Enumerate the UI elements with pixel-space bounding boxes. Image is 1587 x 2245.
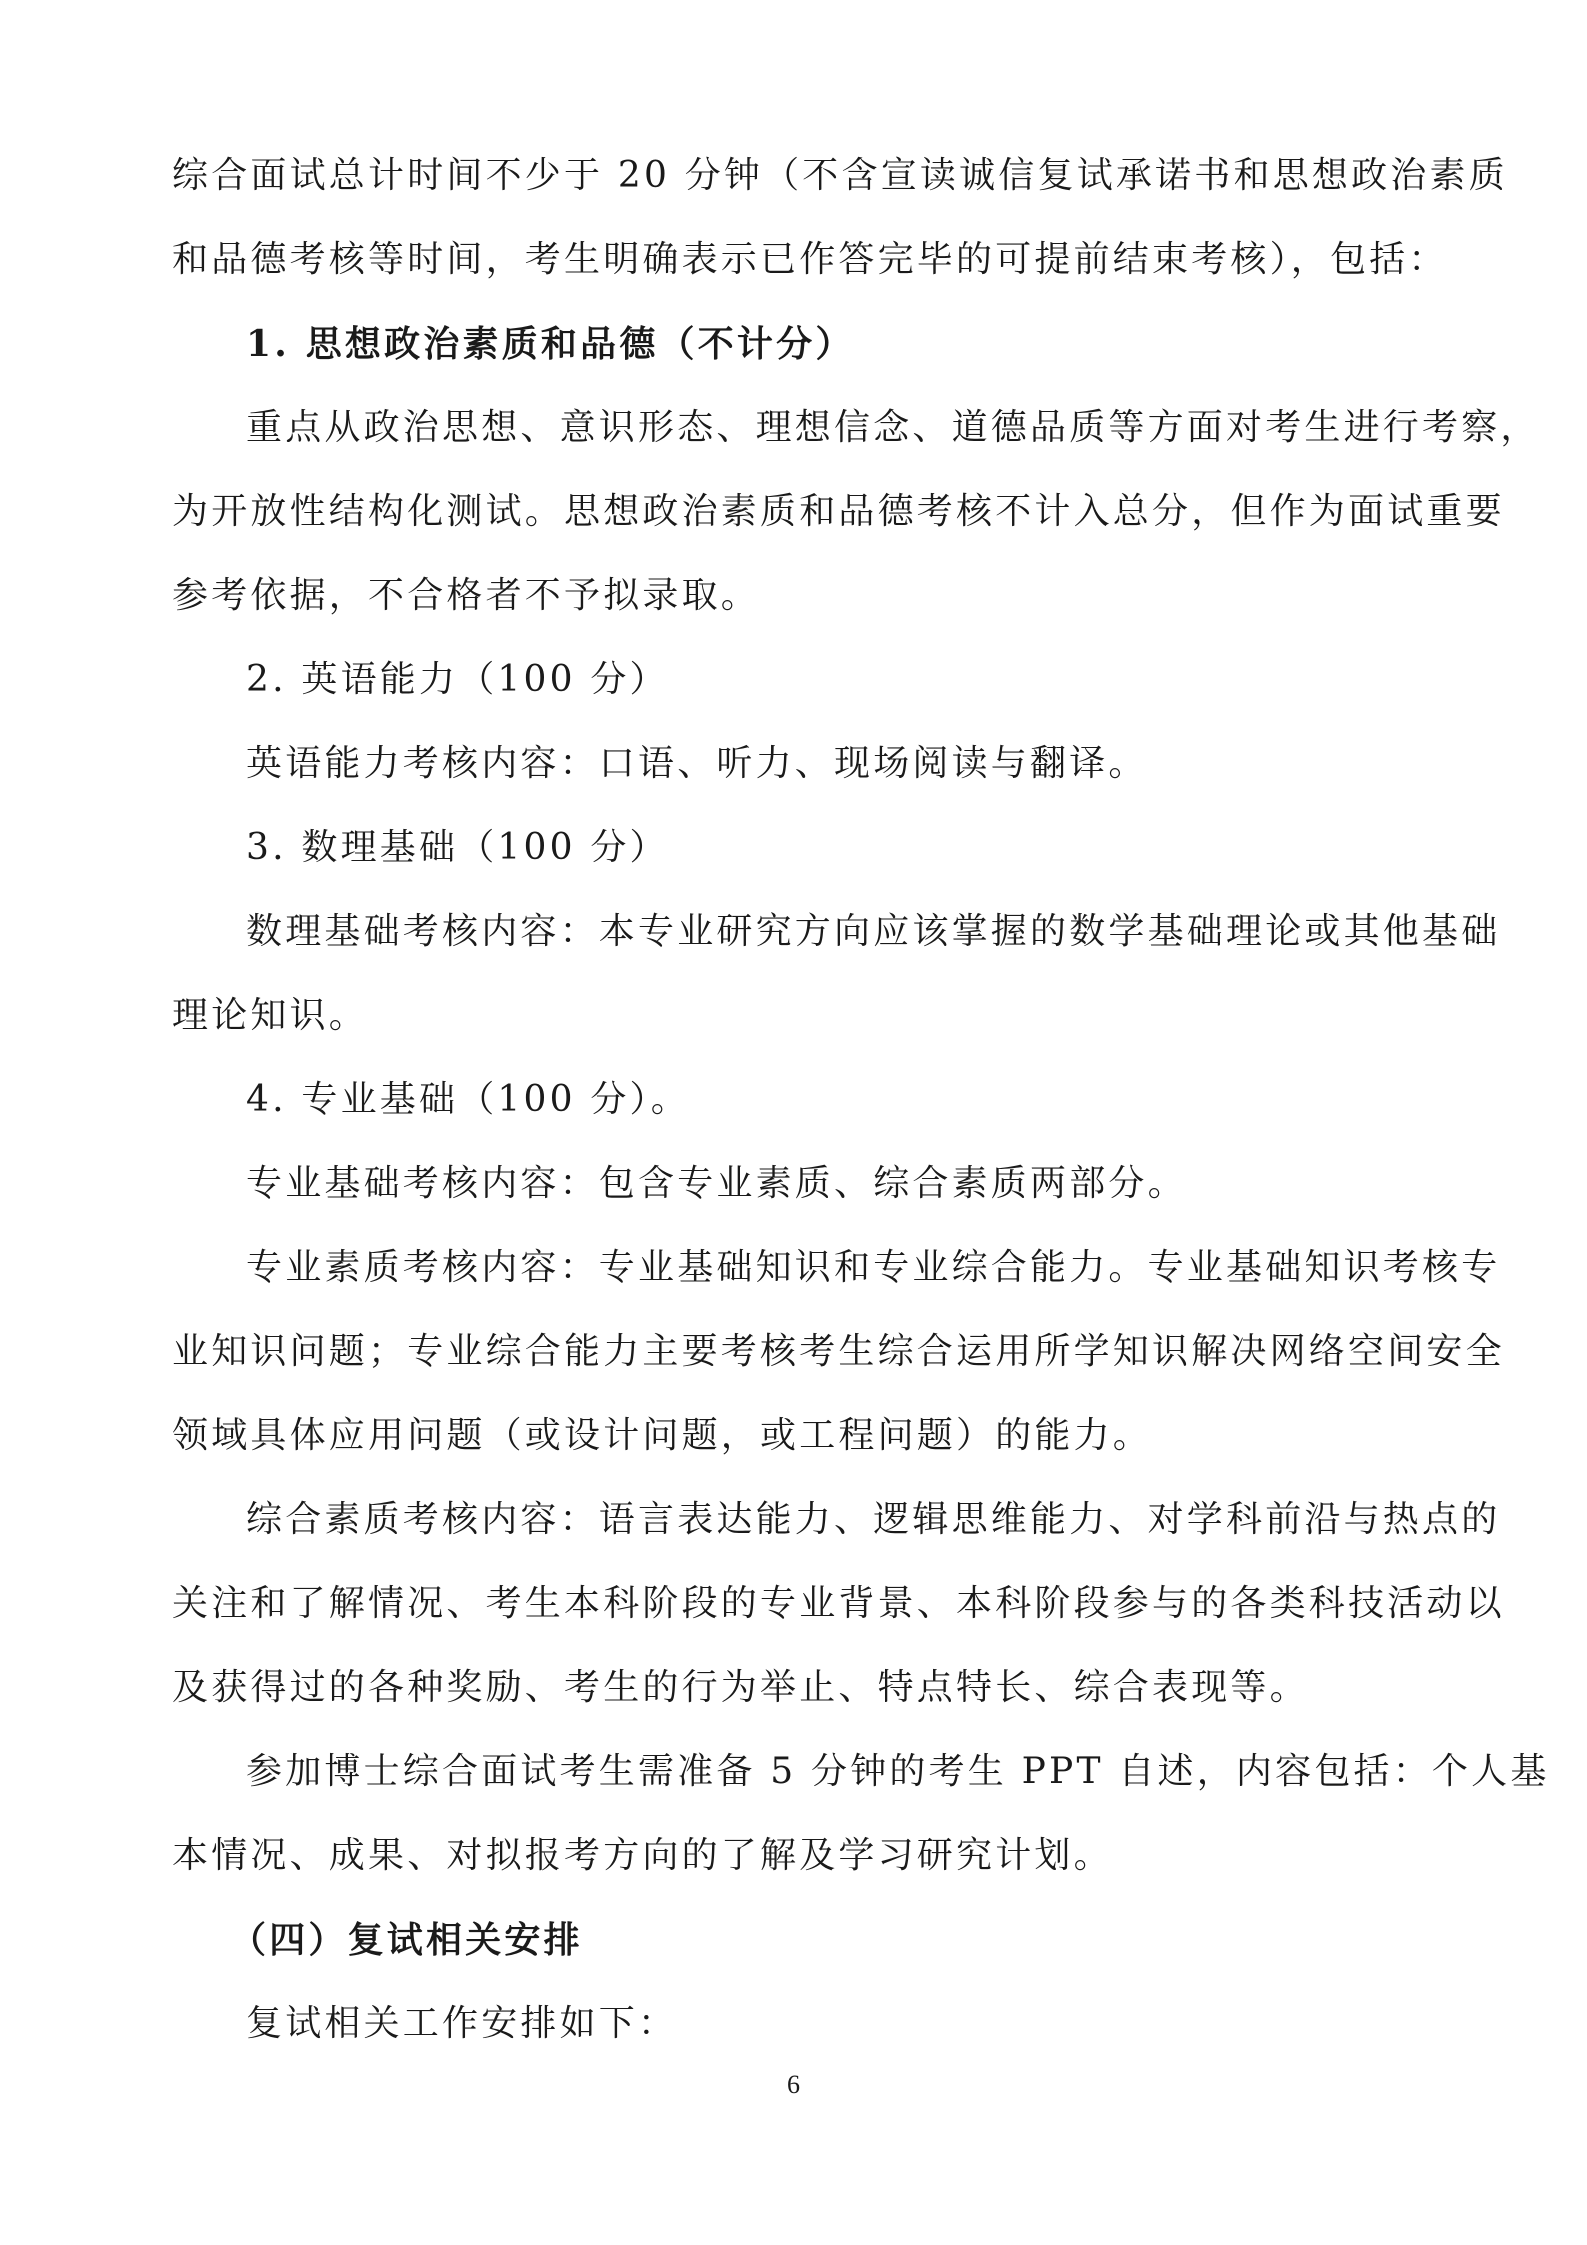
intro-line-1: 综合面试总计时间不少于 20 分钟（不含宣读诚信复试承诺书和思想政治素质 [172,155,1508,196]
page-number: 6 [787,2070,800,2099]
item1-line-1: 重点从政治思想、意识形态、理想信念、道德品质等方面对考生进行考察， [246,407,1540,448]
section-4-line-1: 复试相关工作安排如下： [246,2003,678,2044]
ppt-line-2: 本情况、成果、对拟报考方向的了解及学习研究计划。 [172,1835,1113,1876]
item3-line-1: 数理基础考核内容：本专业研究方向应该掌握的数学基础理论或其他基础 [246,911,1501,952]
item3-heading: 3. 数理基础（100 分） [246,827,669,868]
section-4-heading: （四）复试相关安排 [230,1919,583,1961]
item1-heading: 1. 思想政治素质和品德（不计分） [246,323,855,365]
item1-line-2: 为开放性结构化测试。思想政治素质和品德考核不计入总分，但作为面试重要 [172,491,1505,532]
item4-line-1: 专业基础考核内容：包含专业素质、综合素质两部分。 [246,1163,1187,1204]
comprehensive-line-2: 关注和了解情况、考生本科阶段的专业背景、本科阶段参与的各类科技活动以 [172,1583,1505,1624]
professional-line-3: 领域具体应用问题（或设计问题，或工程问题）的能力。 [172,1415,1153,1456]
item1-line-3: 参考依据，不合格者不予拟录取。 [172,575,761,616]
comprehensive-line-3: 及获得过的各种奖励、考生的行为举止、特点特长、综合表现等。 [172,1667,1309,1708]
item4-heading: 4. 专业基础（100 分）。 [246,1079,690,1120]
item2-heading: 2. 英语能力（100 分） [246,659,669,700]
item2-line-1: 英语能力考核内容：口语、听力、现场阅读与翻译。 [246,743,1148,784]
professional-line-1: 专业素质考核内容：专业基础知识和专业综合能力。专业基础知识考核专 [246,1247,1501,1288]
ppt-line-1: 参加博士综合面试考生需准备 5 分钟的考生 PPT 自述，内容包括：个人基 [246,1751,1550,1792]
intro-line-2: 和品德考核等时间，考生明确表示已作答完毕的可提前结束考核），包括： [172,239,1448,280]
item3-line-2: 理论知识。 [172,995,369,1036]
comprehensive-line-1: 综合素质考核内容：语言表达能力、逻辑思维能力、对学科前沿与热点的 [246,1499,1501,1540]
professional-line-2: 业知识问题；专业综合能力主要考核考生综合运用所学知识解决网络空间安全 [172,1331,1505,1372]
